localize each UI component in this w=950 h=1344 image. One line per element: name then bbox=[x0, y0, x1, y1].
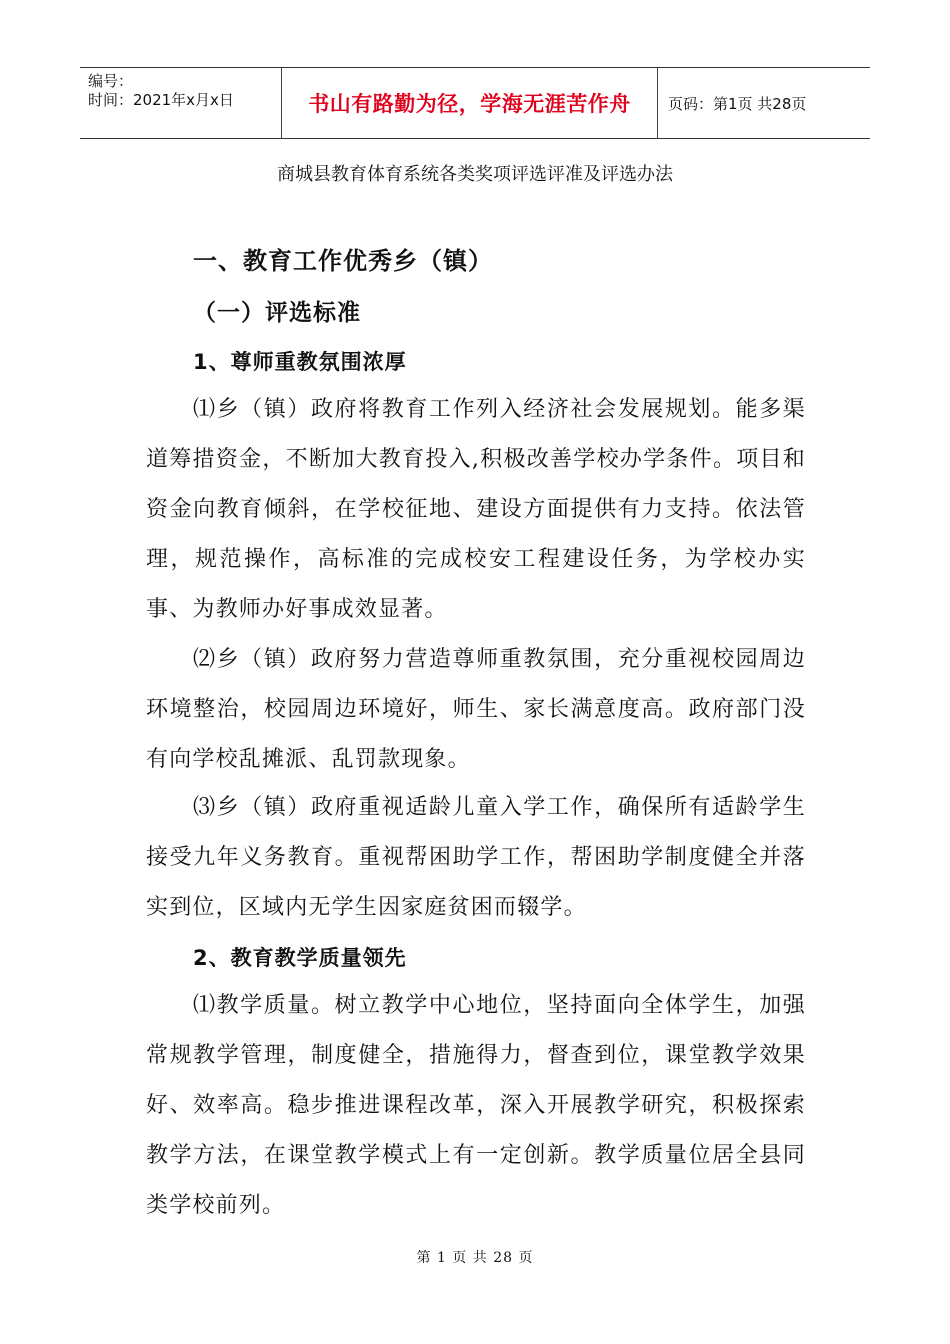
paragraph-2-1: ⑴教学质量。树立教学中心地位，坚持面向全体学生，加强常规教学管理，制度健全，措施得力，督查到位，课堂教学效果好、效率高。稳步推进课程改革，深入开展教学研究，积极探索教学方法，在课堂教学模式上有一定创新。教学质量位居全县同类学校前列。 bbox=[146, 993, 806, 1218]
paragraph-1-3: ⑶乡（镇）政府重视适龄儿童入学工作，确保所有适龄学生接受九年义务教育。重视帮困助学工作，帮困助学制度健全并落实到位，区域内无学生因家庭贫困而辍学。 bbox=[146, 795, 806, 920]
header-table bbox=[80, 67, 870, 139]
number-label: 编号： bbox=[88, 72, 134, 90]
header-page-info: 页码：第1页 共28页 bbox=[668, 94, 807, 113]
document-title: 商城县教育体育系统各类奖项评选评准及评选办法 bbox=[277, 164, 673, 185]
paragraph-1-1: ⑴乡（镇）政府将教育工作列入经济社会发展规划。能多渠道筹措资金，不断加大教育投入,积极改善学校办学条件。项目和资金向教育倾斜，在学校征地、建设方面提供有力支持。依法管理，规范操作，高标准的完成校安工程建设任务，为学校办实事、为教师办好事成效显著。 bbox=[146, 397, 806, 622]
page-footer: 第 1 页 共 28 页 bbox=[416, 1250, 534, 1266]
item2-heading: 2、教育教学质量领先 bbox=[193, 946, 407, 970]
item1-heading: 1、尊师重教氛围浓厚 bbox=[193, 350, 407, 374]
section-heading: 一、教育工作优秀乡（镇） bbox=[193, 247, 493, 275]
header-meta-cell bbox=[80, 68, 282, 138]
subsection-heading: （一）评选标准 bbox=[193, 300, 361, 326]
header-motto: 书山有路勤为径，学海无涯苦作舟 bbox=[282, 68, 658, 138]
paragraph-1-2: ⑵乡（镇）政府努力营造尊师重教氛围，充分重视校园周边环境整治，校园周边环境好，师生、家长满意度高。政府部门没有向学校乱摊派、乱罚款现象。 bbox=[146, 647, 806, 772]
time-label: 时间：2021年x月x日 bbox=[88, 91, 234, 109]
